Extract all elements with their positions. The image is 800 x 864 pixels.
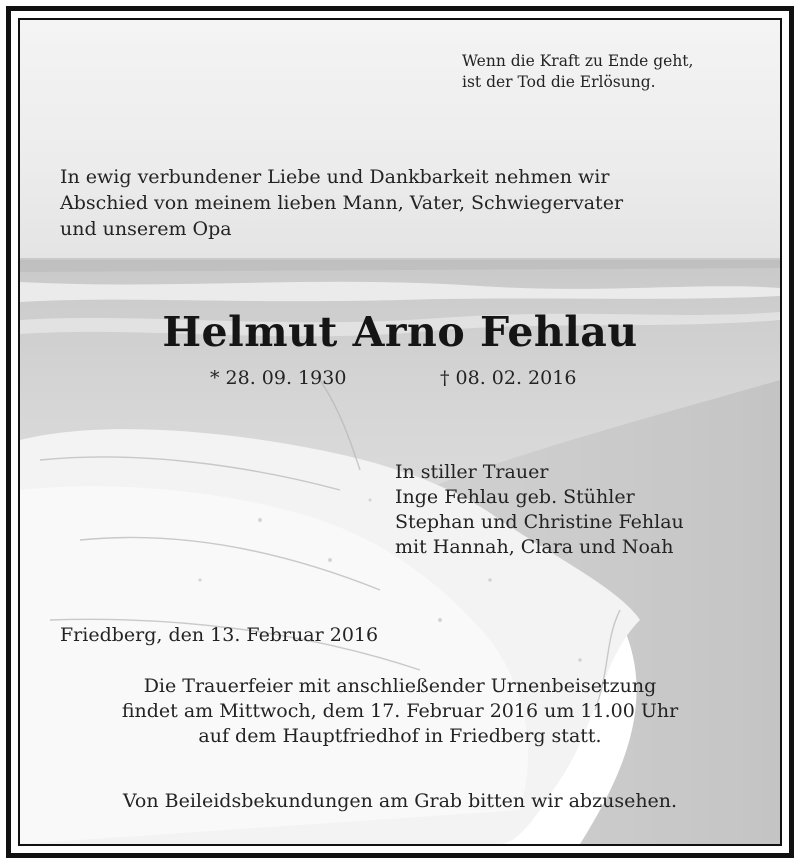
funeral-service-info: Die Trauerfeier mit anschließender Urnenbeisetzung findet am Mittwoch, dem 17. Februar 2016 um 11.00 Uhr auf dem Hauptfriedhof in Friedberg statt. <box>121 675 679 747</box>
death-date: † 08. 02. 2016 <box>440 367 577 389</box>
deceased-name: Helmut Arno Fehlau <box>162 308 638 356</box>
place-and-date: Friedberg, den 13. Februar 2016 <box>60 624 379 646</box>
inner-border <box>18 18 782 846</box>
farewell-intro: In ewig verbundener Liebe und Dankbarkeit nehmen wir Abschied von meinem lieben Mann, Vater, Schwiegervater und unserem Opa <box>60 166 624 240</box>
mourners-list: In stiller Trauer Inge Fehlau geb. Stühler Stephan und Christine Fehlau mit Hannah, Clara und Noah <box>395 461 684 558</box>
motto-quote: Wenn die Kraft zu Ende geht, ist der Tod die Erlösung. <box>462 52 694 91</box>
condolence-request: Von Beileidsbekundungen am Grab bitten wir abzusehen. <box>122 790 678 812</box>
birth-date: * 28. 09. 1930 <box>210 367 347 389</box>
